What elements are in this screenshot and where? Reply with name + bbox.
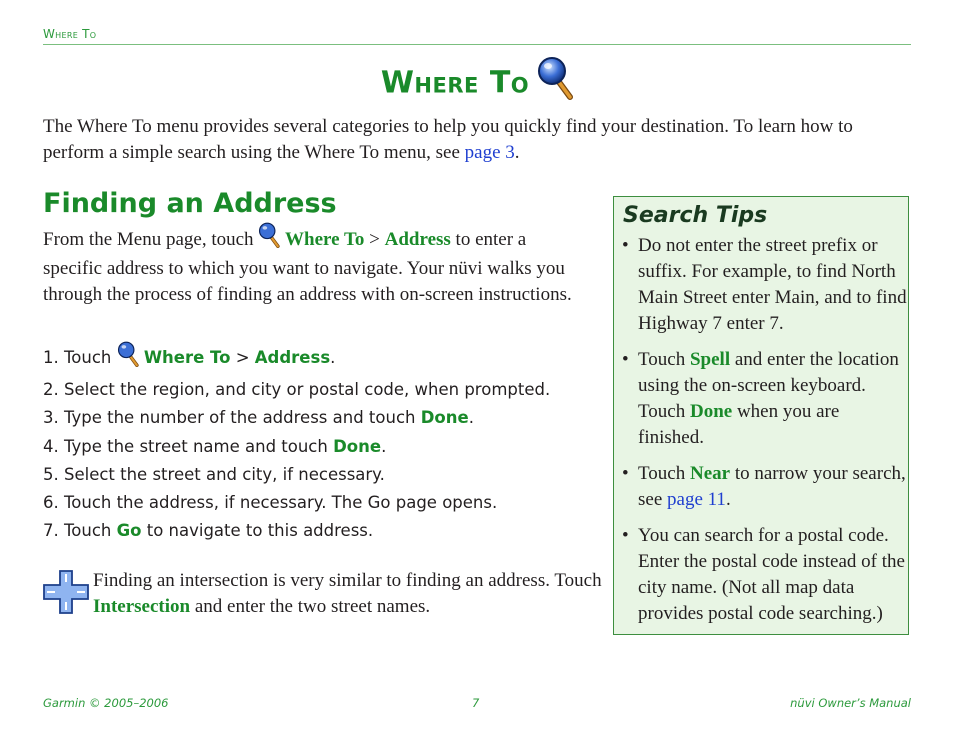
address-label: Address [254,348,331,367]
tip-text: to narrow your search, see [638,463,906,510]
near-label: Near [689,463,731,484]
where-to-label: Where To [285,229,365,250]
footer-copyright: Garmin © 2005–2006 [43,696,169,710]
intersection-note [43,568,603,620]
separator: > [364,229,385,250]
address-label: Address [384,229,451,250]
section-heading: Finding an Address [43,188,337,219]
tips-list [622,233,908,637]
step-end: . [468,408,474,428]
note-text [93,568,603,620]
footer-manual-title: nüvi Owner’s Manual [790,696,911,710]
page-title [0,58,954,110]
list-item [43,341,603,376]
intro-paragraph [43,114,913,166]
intro-text: The Where To menu provides several categories to help you quickly find your destination. To learn how to perform a simple search using the Where To menu, see [43,116,853,163]
magnifier-icon [117,341,139,376]
tip-text: and enter the location using the on-screen keyboard. Touch [638,349,899,422]
section-text-1: From the Menu page, touch [43,229,259,250]
step-text: 7. Touch [43,521,117,541]
note-end: and enter the two street names. [190,596,431,617]
header-rule [43,44,911,45]
step-text: 1. Touch [43,348,117,367]
list-item: 5. Select the street and city, if necessary. [43,464,385,484]
done-label: Done [420,408,469,428]
page-11-link[interactable]: page 11 [667,489,726,510]
list-item [43,433,603,461]
done-label: Done [689,401,733,422]
steps-list [43,341,603,545]
step-end: . [330,348,336,367]
magnifier-icon [537,56,573,108]
list-item [622,347,908,451]
intersection-label: Intersection [93,596,191,617]
list-item: • Do not enter the street prefix or suffix. For example, to find North Main Street enter Main, and to find Highway 7 enter 7. [622,233,908,337]
step-text: 4. Type the street name and touch [43,436,334,456]
running-head: Where To [43,27,97,41]
step-end: . [381,436,387,456]
list-item: • You can search for a postal code. Enter the postal code instead of the city name. (Not all map data provides postal code searching.) [622,523,908,627]
tip-text: . [725,489,731,510]
section-text-2: to enter a specific address to which you want to navigate. Your nüvi walks you through the process of finding an address with on-screen instructions. [43,229,572,305]
tip-text: Touch [638,349,690,370]
go-label: Go [116,521,142,541]
page-3-link[interactable]: page 3 [464,142,515,163]
tip-text: when you are finished. [638,401,840,448]
section-paragraph [43,222,588,308]
done-label: Done [333,436,382,456]
page-title-text: Where To [380,65,530,101]
magnifier-icon [258,222,280,256]
intersection-icon [43,570,89,622]
search-tips-box [613,196,909,635]
step-text: 3. Type the number of the address and touch [43,408,421,428]
intro-end: . [514,142,520,163]
search-tips-title: Search Tips [623,203,768,228]
note-pre: Finding an intersection is very similar to finding an address. Touch [93,570,602,591]
tip-text: Touch [638,463,690,484]
list-item [622,461,908,513]
list-item [43,517,603,545]
page-number: 7 [472,696,480,710]
where-to-label: Where To [143,348,231,367]
separator: > [230,348,255,367]
spell-label: Spell [689,349,731,370]
step-end: to navigate to this address. [141,521,374,541]
list-item: 2. Select the region, and city or postal code, when prompted. [43,380,551,400]
list-item: 6. Touch the address, if necessary. The Go page opens. [43,493,498,513]
list-item [43,404,603,432]
